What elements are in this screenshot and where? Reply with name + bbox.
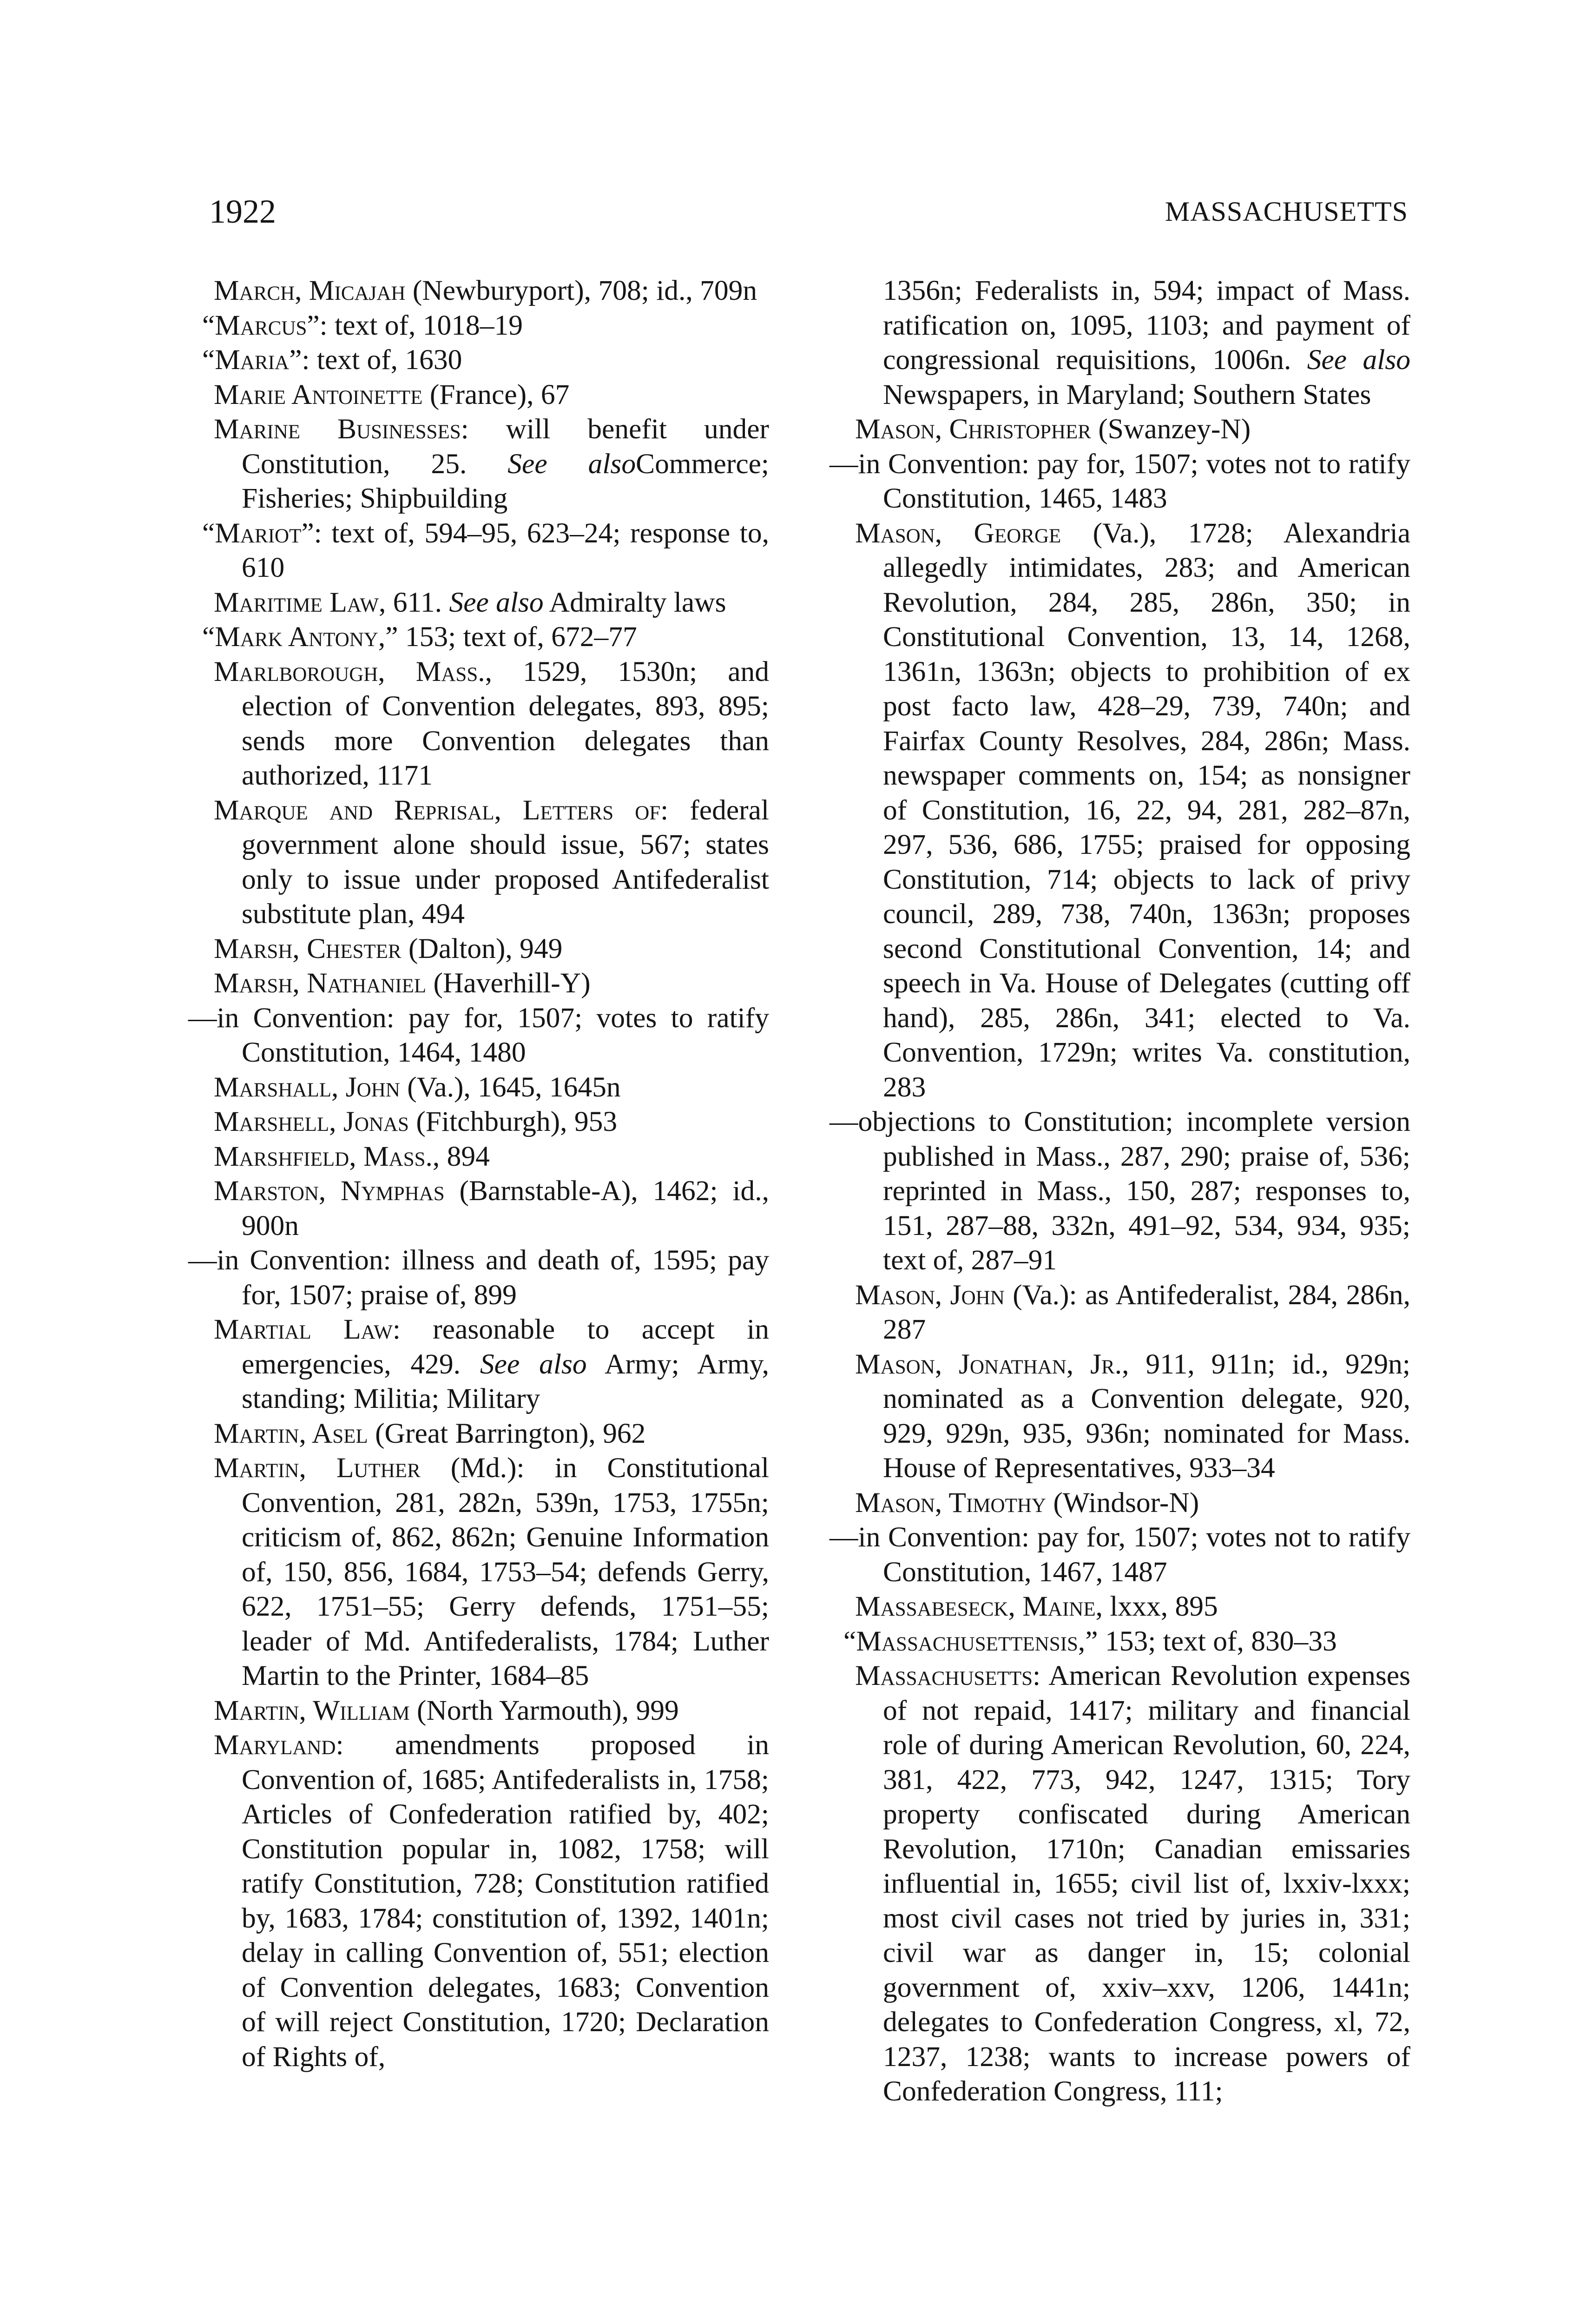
index-entry bbox=[188, 1416, 769, 1451]
index-entry bbox=[188, 516, 769, 585]
index-entry bbox=[188, 793, 769, 931]
index-column-left bbox=[188, 273, 769, 2074]
index-entry bbox=[830, 1278, 1410, 1347]
index-entry bbox=[188, 343, 769, 377]
entry-text: : amendments proposed in Convention of, 1685; Antifederalists in, 1758; Articles of Confederation ratified by, 402; Constitution popular in, 1082, 1758; will ratify Constitution, 728; Constitution ratified by, 1683, 1784; constitution of, 1392, 1401n; delay in calling Convention of, 551; election of Convention delegates, 1683; Convention of will reject Constitution, 1720; Declaration of Rights of, bbox=[242, 1729, 769, 2073]
subentry-text: —in Convention: pay for, 1507; votes to ratify Constitution, 1464, 1480 bbox=[188, 1002, 769, 1068]
entry-headword: Mason, Christopher bbox=[855, 413, 1091, 445]
entry-headword: Marsh, Nathaniel bbox=[214, 967, 427, 999]
subentry-text: —objections to Constitution; incomplete version published in Mass., 287, 290; praise of, 536; reprinted in Mass., 150, 287; responses to, 151, 287–88, 332n, 491–92, 534, 934, 935; text of, 287–91 bbox=[830, 1106, 1410, 1276]
entry-text: (Great Barrington), 962 bbox=[368, 1417, 646, 1449]
entry-text: : text of, 1018–19 bbox=[319, 309, 523, 341]
index-entry bbox=[188, 273, 769, 308]
entry-text: 153; text of, 672–77 bbox=[398, 621, 637, 653]
index-entry bbox=[830, 1589, 1410, 1624]
index-entry-continued bbox=[830, 273, 1410, 412]
entry-headword: “Mariot” bbox=[202, 517, 314, 549]
index-entry bbox=[188, 1312, 769, 1416]
entry-text: Commerce; Fisheries; Shipbuilding bbox=[242, 448, 769, 514]
index-entry bbox=[830, 1486, 1410, 1520]
entry-text: : federal government alone should issue, 567; states only to issue under proposed Antifederalist substitute plan, 494 bbox=[242, 794, 769, 930]
entry-text: Admiralty laws bbox=[543, 586, 726, 618]
index-entry bbox=[830, 516, 1410, 1105]
index-entry bbox=[188, 1693, 769, 1728]
entry-text: (Windsor-N) bbox=[1046, 1486, 1199, 1519]
entry-text: (Va.): as Antifederalist, 284, 286n, 287 bbox=[883, 1279, 1410, 1345]
entry-headword: Marine Businesses bbox=[214, 413, 461, 445]
page-number: 1922 bbox=[209, 193, 276, 230]
subentry-text: —in Convention: pay for, 1507; votes not to ratify Constitution, 1467, 1487 bbox=[830, 1521, 1410, 1588]
entry-headword: Mason, George bbox=[855, 517, 1061, 549]
entry-text: , 911, 911n; id., 929n; nominated as a Convention delegate, 920, 929, 929n, 935, 936n; nominated for Mass. House of Representatives, 933–34 bbox=[883, 1348, 1411, 1484]
index-subentry bbox=[830, 447, 1410, 516]
entry-headword: “Marcus” bbox=[202, 309, 320, 341]
entry-text: , 1529, 1530n; and election of Convention delegates, 893, 895; sends more Convention delegates than authorized, 1171 bbox=[242, 655, 769, 791]
index-entry bbox=[188, 966, 769, 1001]
subentry-text: —in Convention: illness and death of, 1595; pay for, 1507; praise of, 899 bbox=[188, 1244, 769, 1311]
index-entry bbox=[830, 1624, 1410, 1659]
entry-headword: Maritime Law bbox=[214, 586, 379, 618]
entry-text: (Fitchburgh), 953 bbox=[408, 1106, 618, 1137]
index-entry bbox=[188, 308, 769, 343]
index-entry bbox=[188, 931, 769, 966]
index-column-right bbox=[830, 273, 1410, 2109]
entry-text: 1356n; Federalists in, 594; impact of Mass. ratification on, 1095, 1103; and payment of congressional requisitions, 1006n. bbox=[883, 275, 1410, 376]
entry-headword: “Mark Antony,” bbox=[202, 621, 398, 653]
entry-headword: Marston, Nymphas bbox=[214, 1175, 445, 1207]
entry-text: (France), 67 bbox=[422, 378, 570, 410]
entry-text: (Md.): in Constitutional Convention, 281, 282n, 539n, 1753, 1755n; criticism of, 862, 862n; Genuine Information of, 150, 856, 1684, 1753–54; defends Gerry, 622, 1751–55; Gerry defends, 1751–55; leader of Md. Antifederalists, 1784; Luther Martin to the Printer, 1684–85 bbox=[242, 1452, 769, 1691]
index-entry bbox=[188, 1070, 769, 1105]
entry-text: (Swanzey-N) bbox=[1091, 413, 1251, 445]
entry-text: Army; Army, standing; Militia; Military bbox=[242, 1348, 769, 1414]
see-also-label: See also bbox=[507, 448, 636, 480]
index-entry bbox=[188, 1104, 769, 1139]
entry-headword: Marsh, Chester bbox=[214, 932, 402, 964]
entry-text: : American Revolution expenses of not repaid, 1417; military and financial role of during American Revolution, 60, 224, 381, 422, 773, 942, 1247, 1315; Tory property confiscated during American Revolution, 1710n; Canadian emissaries influential in, 1655; civil list of, lxxiv-lxxx; most civil cases not tried by juries in, 331; civil war as danger in, 15; colonial government of, xxiv–xxv, 1206, 1441n; delegates to Confederation Congress, xl, 72, 1237, 1238; wants to increase powers of Confederation Congress, 111; bbox=[883, 1660, 1410, 2107]
index-subentry bbox=[830, 1520, 1410, 1589]
index-entry bbox=[830, 412, 1410, 447]
entry-headword: Massabeseck, Maine bbox=[855, 1591, 1096, 1622]
index-entry bbox=[830, 1347, 1410, 1486]
running-head: MASSACHUSETTS bbox=[1165, 196, 1408, 227]
entry-text: , 611. bbox=[378, 586, 449, 618]
entry-text: Newspapers, in Maryland; Southern States bbox=[883, 378, 1371, 410]
index-subentry bbox=[188, 1243, 769, 1312]
entry-headword: Marshall, John bbox=[214, 1071, 400, 1103]
entry-text: , lxxx, 895 bbox=[1095, 1591, 1218, 1622]
index-entry bbox=[188, 1451, 769, 1693]
entry-headword: Massachusetts bbox=[855, 1660, 1033, 1691]
entry-text: (Barnstable-A), 1462; id., 900n bbox=[242, 1175, 769, 1241]
see-also-label: See also bbox=[480, 1348, 587, 1380]
page-header bbox=[0, 186, 1580, 237]
index-entry bbox=[830, 1658, 1410, 2109]
index-entry bbox=[188, 620, 769, 654]
entry-headword: Marshfield, Mass. bbox=[214, 1140, 433, 1172]
index-entry bbox=[188, 1728, 769, 2074]
entry-headword: Mason, Jonathan, Jr. bbox=[855, 1348, 1122, 1380]
entry-headword: Martial Law bbox=[214, 1314, 393, 1345]
entry-headword: Mason, Timothy bbox=[855, 1486, 1046, 1519]
entry-headword: “Massachusettensis,” bbox=[843, 1625, 1098, 1657]
entry-headword: Martin, William bbox=[214, 1694, 410, 1726]
entry-text: 153; text of, 830–33 bbox=[1098, 1625, 1337, 1657]
entry-headword: Marie Antoinette bbox=[214, 378, 423, 410]
entry-text: (Va.), 1728; Alexandria allegedly intimidates, 283; and American Revolution, 284, 285, 286n, 350; in Constitutional Convention, 13, 14, 1268, 1361n, 1363n; objects to prohibition of ex post facto law, 428–29, 739, 740n; and Fairfax County Resolves, 284, 286n; Mass. newspaper comments on, 154; as nonsigner of Constitution, 16, 22, 94, 281, 282–87n, 297, 536, 686, 1755; praised for opposing Constitution, 714; objects to lack of privy council, 289, 738, 740n, 1363n; proposes second Constitutional Convention, 14; and speech in Va. House of Delegates (cutting off hand), 285, 286n, 341; elected to Va. Convention, 1729n; writes Va. constitution, 283 bbox=[883, 517, 1410, 1103]
index-subentry bbox=[188, 1001, 769, 1070]
entry-headword: “Maria” bbox=[202, 344, 302, 376]
index-entry bbox=[188, 585, 769, 620]
subentry-text: —in Convention: pay for, 1507; votes not to ratify Constitution, 1465, 1483 bbox=[830, 448, 1410, 514]
entry-text: (Haverhill-Y) bbox=[426, 967, 591, 999]
entry-headword: Martin, Luther bbox=[214, 1452, 421, 1484]
entry-headword: Marlborough, Mass. bbox=[214, 655, 485, 687]
entry-headword: Mason, John bbox=[855, 1279, 1005, 1311]
index-entry bbox=[188, 1139, 769, 1174]
entry-headword: March, Micajah bbox=[214, 275, 406, 306]
entry-text: : text of, 594–95, 623–24; response to, 610 bbox=[242, 517, 769, 583]
entry-text: (North Yarmouth), 999 bbox=[409, 1694, 679, 1726]
entry-text: (Va.), 1645, 1645n bbox=[400, 1071, 621, 1103]
entry-text: (Newburyport), 708; id., 709n bbox=[405, 275, 757, 306]
index-entry bbox=[188, 1174, 769, 1243]
entry-text: , 894 bbox=[432, 1140, 490, 1172]
index-entry bbox=[188, 377, 769, 412]
entry-text: : text of, 1630 bbox=[302, 344, 462, 376]
entry-headword: Martin, Asel bbox=[214, 1417, 368, 1449]
entry-headword: Marque and Reprisal, Letters of bbox=[214, 794, 661, 826]
see-also-label: See also bbox=[449, 586, 544, 618]
entry-text: (Dalton), 949 bbox=[401, 932, 563, 964]
entry-headword: Maryland bbox=[214, 1729, 336, 1761]
entry-headword: Marshell, Jonas bbox=[214, 1106, 409, 1137]
index-subentry bbox=[830, 1104, 1410, 1278]
index-entry bbox=[188, 412, 769, 516]
entry-text: : reasonable to accept in emergencies, 429. bbox=[242, 1314, 769, 1380]
index-entry bbox=[188, 654, 769, 793]
see-also-label: See also bbox=[1307, 344, 1410, 376]
entry-text: : will benefit under Constitution, 25. bbox=[242, 413, 769, 480]
